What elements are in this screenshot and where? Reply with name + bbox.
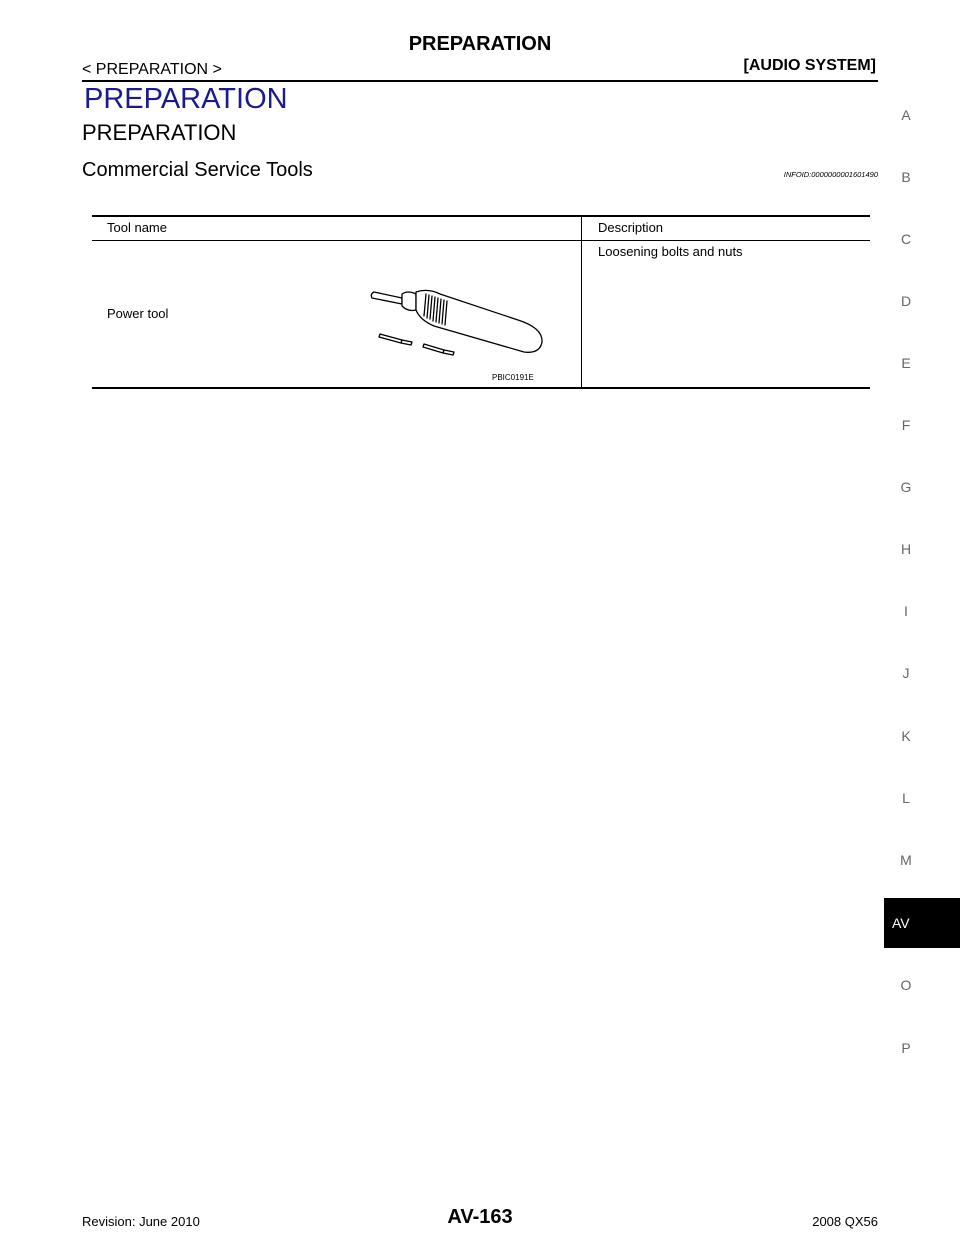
side-tab-l[interactable]: L <box>902 790 910 806</box>
footer-revision: Revision: June 2010 <box>82 1214 200 1229</box>
side-tab-k[interactable]: K <box>901 728 911 744</box>
side-tab-h[interactable]: H <box>900 541 912 557</box>
side-tab-o[interactable]: O <box>900 977 912 993</box>
side-tab-g[interactable]: G <box>900 479 912 495</box>
side-tab-e[interactable]: E <box>901 355 911 371</box>
side-tab-av[interactable]: AV <box>884 898 960 948</box>
table-cell-description: Loosening bolts and nuts <box>598 244 743 259</box>
side-tab-p[interactable]: P <box>901 1040 911 1056</box>
header-chapter-label: < PREPARATION > <box>82 61 222 78</box>
section-title: PREPARATION <box>82 120 237 145</box>
power-tool-illustration <box>368 282 548 364</box>
info-id: INFOID:0000000001601490 <box>783 170 878 179</box>
header-system-label: [AUDIO SYSTEM] <box>743 57 876 74</box>
subsection-title: Commercial Service Tools <box>82 159 313 181</box>
table-column-divider <box>581 217 582 387</box>
table-header-rule <box>92 240 870 241</box>
side-tab-i[interactable]: I <box>904 603 908 619</box>
side-tab-m[interactable]: M <box>900 852 912 868</box>
table-header-description: Description <box>598 220 664 235</box>
side-tab-b[interactable]: B <box>901 169 911 185</box>
footer-model: 2008 QX56 <box>812 1214 878 1229</box>
main-title: PREPARATION <box>84 83 288 115</box>
figure-code: PBIC0191E <box>492 373 534 382</box>
footer-page-number: AV-163 <box>447 1206 513 1228</box>
side-tab-a[interactable]: A <box>901 107 911 123</box>
side-tab-c[interactable]: C <box>900 231 912 247</box>
side-tab-j[interactable]: J <box>902 665 910 681</box>
table-header-tool-name: Tool name <box>107 220 167 235</box>
table-top-rule <box>92 215 870 217</box>
side-tab-f[interactable]: F <box>901 417 911 433</box>
table-cell-tool-name: Power tool <box>107 306 169 321</box>
side-tab-d[interactable]: D <box>900 293 912 309</box>
table-bottom-rule <box>92 387 870 389</box>
page-header-title: PREPARATION <box>408 33 552 55</box>
